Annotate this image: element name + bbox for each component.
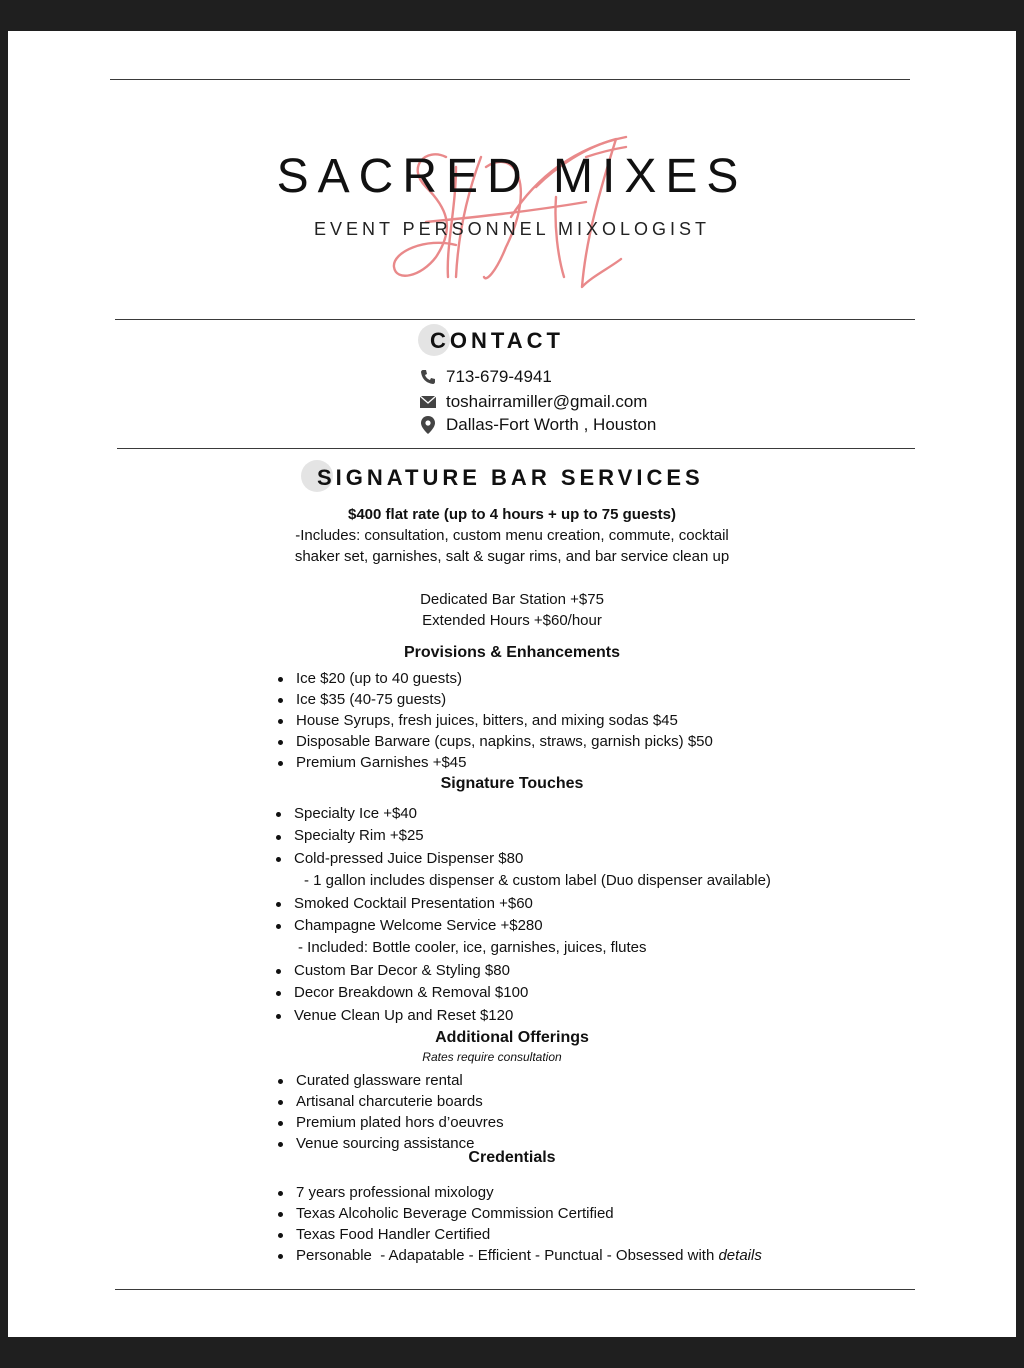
list-item: Curated glassware rental bbox=[276, 1070, 504, 1091]
list-item: Venue Clean Up and Reset $120 bbox=[274, 1005, 771, 1027]
list-item-note: - Included: Bottle cooler, ice, garnishes, juices, flutes bbox=[298, 939, 647, 957]
includes-line-1: -Includes: consultation, custom menu creation, commute, cocktail bbox=[295, 527, 729, 544]
services-top-divider bbox=[117, 448, 915, 449]
list-item: Ice $20 (up to 40 guests) bbox=[276, 668, 713, 689]
contact-phone-row bbox=[418, 367, 552, 387]
list-item: Specialty Ice +$40 bbox=[274, 803, 771, 825]
document-page bbox=[8, 31, 1016, 1337]
top-divider bbox=[110, 79, 910, 80]
contact-top-divider bbox=[115, 319, 915, 320]
list-item: Cold-pressed Juice Dispenser $80 bbox=[274, 848, 771, 870]
addon-extended-hours: Extended Hours +$60/hour bbox=[422, 612, 602, 629]
list-item: Specialty Rim +$25 bbox=[274, 825, 771, 847]
list-item: Champagne Welcome Service +$280 bbox=[274, 915, 771, 937]
bottom-divider bbox=[115, 1289, 915, 1290]
addon-bar-station: Dedicated Bar Station +$75 bbox=[420, 591, 604, 608]
list-item: House Syrups, fresh juices, bitters, and mixing sodas $45 bbox=[276, 710, 713, 731]
additional-title: Additional Offerings bbox=[435, 1029, 589, 1046]
contact-email: toshairramiller@gmail.com bbox=[446, 392, 648, 411]
credentials-list bbox=[276, 1182, 762, 1266]
contact-location-row bbox=[418, 415, 656, 435]
services-heading: SIGNATURE BAR SERVICES bbox=[317, 465, 704, 490]
additional-list bbox=[276, 1070, 504, 1154]
provisions-title: Provisions & Enhancements bbox=[403, 644, 621, 661]
list-item: Venue sourcing assistance bbox=[276, 1133, 504, 1154]
contact-heading: CONTACT bbox=[430, 328, 564, 353]
list-item: Smoked Cocktail Presentation +$60 bbox=[274, 893, 771, 915]
provisions-list bbox=[276, 668, 713, 773]
flat-rate: $400 flat rate (up to 4 hours + up to 75 guests) bbox=[348, 506, 676, 523]
contact-email-row bbox=[418, 392, 647, 412]
credentials-title: Credentials bbox=[468, 1149, 556, 1166]
map-pin-icon bbox=[418, 416, 438, 434]
list-item: Texas Food Handler Certified bbox=[276, 1224, 762, 1245]
list-item: Disposable Barware (cups, napkins, straws, garnish picks) $50 bbox=[276, 731, 713, 752]
list-item: Premium plated hors d’oeuvres bbox=[276, 1112, 504, 1133]
envelope-icon bbox=[418, 396, 438, 408]
contact-phone: 713-679-4941 bbox=[446, 367, 552, 386]
credentials-emphasis: details bbox=[718, 1247, 762, 1264]
list-item: Custom Bar Decor & Styling $80 bbox=[274, 960, 771, 982]
list-item: 7 years professional mixology bbox=[276, 1182, 762, 1203]
phone-icon bbox=[418, 369, 438, 385]
brand-tagline: EVENT PERSONNEL MIXOLOGIST bbox=[313, 219, 711, 239]
touches-list bbox=[274, 803, 771, 1027]
list-item: Ice $35 (40-75 guests) bbox=[276, 689, 713, 710]
list-item-note: - 1 gallon includes dispenser & custom label (Duo dispenser available) bbox=[304, 872, 771, 890]
brand-name: SACRED MIXES bbox=[276, 150, 748, 203]
additional-note: Rates require consultation bbox=[422, 1050, 562, 1064]
includes-line-2: shaker set, garnishes, salt & sugar rims, and bar service clean up bbox=[294, 548, 730, 565]
list-item: Premium Garnishes +$45 bbox=[276, 752, 713, 773]
list-item: Artisanal charcuterie boards bbox=[276, 1091, 504, 1112]
touches-title: Signature Touches bbox=[440, 775, 584, 792]
list-item: Decor Breakdown & Removal $100 bbox=[274, 982, 771, 1004]
credentials-traits: Personable - Adapatable - Efficient - Punctual - Obsessed with bbox=[296, 1247, 719, 1264]
list-item bbox=[276, 1245, 762, 1266]
contact-location: Dallas-Fort Worth , Houston bbox=[446, 415, 657, 434]
list-item: Texas Alcoholic Beverage Commission Certified bbox=[276, 1203, 762, 1224]
